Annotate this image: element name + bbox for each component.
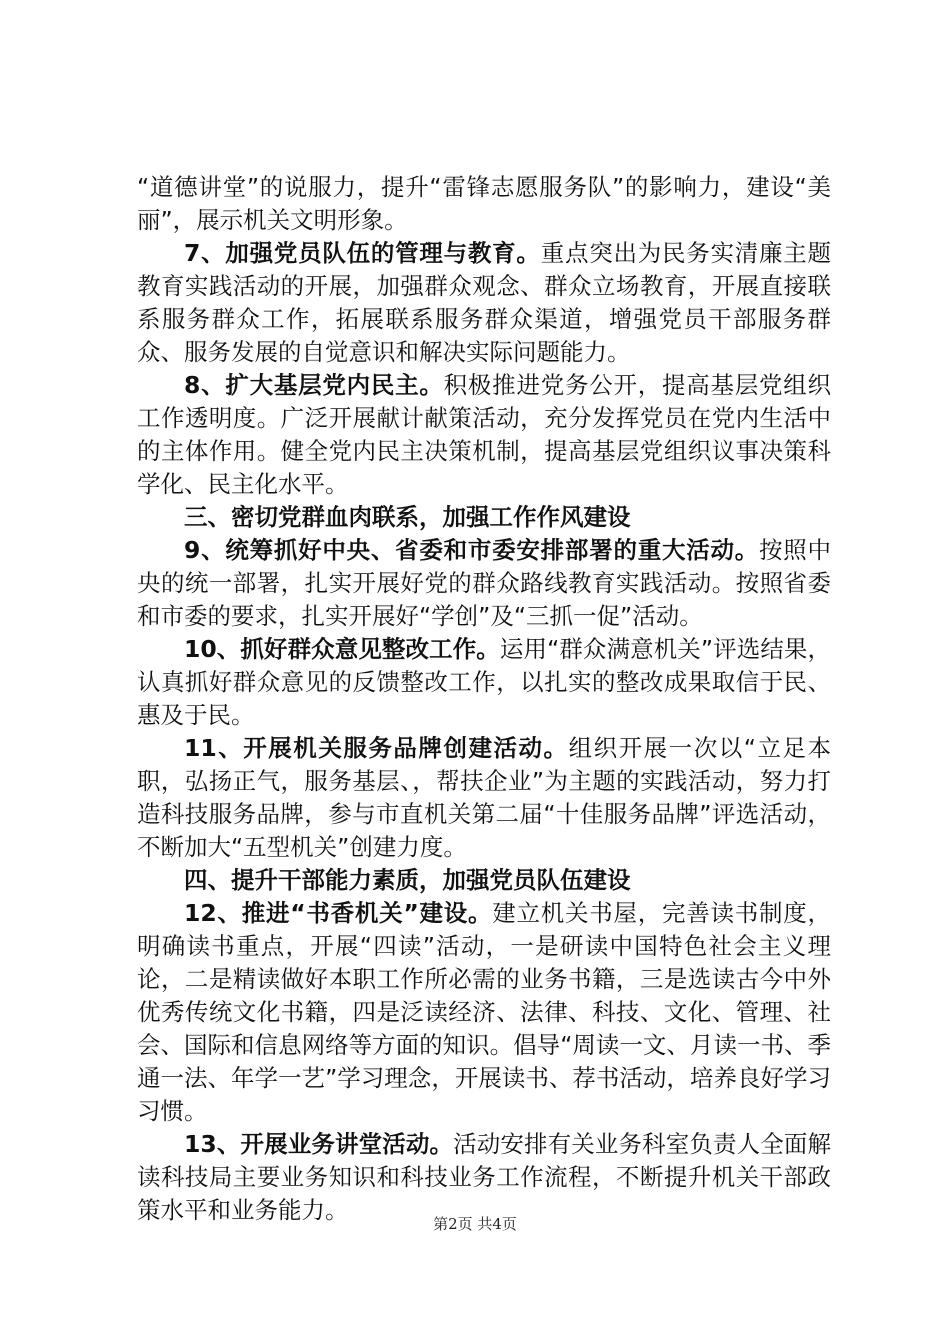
paragraph-text: 积极推进党务公开，提高基层党组织工作透明度。广泛开展献计献策活动，充分发挥党员在党内生活中的主体作用。健全党内民主决策机制，提高基层党组织议事决策科学化、民主化水平。 xyxy=(137,371,832,498)
paragraph-text: “道德讲堂”的说服力，提升“雷锋志愿服务队”的影响力，建设“美丽”，展示机关文明形象。 xyxy=(137,173,831,234)
paragraph-8 xyxy=(137,897,831,1128)
paragraph-5 xyxy=(137,633,831,732)
paragraph-text: 建立机关书屋，完善读书制度，明确读书重点，开展“四读”活动，一是研读中国特色社会主义理论，二是精读做好本职工作所必需的业务书籍，三是选读古今中外优秀传统文化书籍，四是泛读经济、法律、科技、文化、管理、社会、国际和信息网络等方面的知识。倡导“周读一文、月读一书、季通一法、年学一艺”学习理念，开展读书、荐书活动，培养良好学习习惯。 xyxy=(137,899,831,1125)
paragraph-heading: 10、抓好群众意见整改工作。 xyxy=(184,635,500,663)
paragraph-text: 运用“群众满意机关”评选结果，认真抓好群众意见的反馈整改工作，以扎实的整改成果取信于民、惠及于民。 xyxy=(137,635,832,729)
paragraph-text: 活动安排有关业务科室负责人全面解读科技局主要业务知识和科技业务工作流程，不断提升机关干部政策水平和业务能力。 xyxy=(137,1130,832,1224)
section-heading-3 xyxy=(137,501,831,534)
paragraph-heading: 13、开展业务讲堂活动。 xyxy=(184,1130,454,1158)
paragraph-heading: 12、推进“书香机关”建设。 xyxy=(184,899,493,927)
document-body xyxy=(137,171,831,1227)
section-heading: 三、密切党群血肉联系，加强工作作风建设 xyxy=(184,503,631,531)
paragraph-heading: 11、开展机关服务品牌创建活动。 xyxy=(184,734,569,762)
paragraph-1 xyxy=(137,237,831,369)
paragraph-heading: 8、扩大基层党内民主。 xyxy=(184,371,444,399)
paragraph-2 xyxy=(137,369,831,501)
paragraph-text: 重点突出为民务实清廉主题教育实践活动的开展，加强群众观念、群众立场教育，开展直接联系服务群众工作，拓展联系服务群众渠道，增强党员干部服务群众、服务发展的自觉意识和解决实际问题能力。 xyxy=(137,239,831,366)
paragraph-text: 按照中央的统一部署，扎实开展好党的群众路线教育实践活动。按照省委和市委的要求，扎实开展好“学创”及“三抓一促”活动。 xyxy=(137,536,831,630)
paragraph-4 xyxy=(137,534,831,633)
paragraph-text: 组织开展一次以“立足本职，弘扬正气，服务基层、，帮扶企业”为主题的实践活动，努力打造科技服务品牌，参与市直机关第二届“十佳服务品牌”评选活动，不断加大“五型机关”创建力度。 xyxy=(137,734,831,861)
section-heading: 四、提升干部能力素质，加强党员队伍建设 xyxy=(184,866,631,894)
paragraph-6 xyxy=(137,732,831,864)
paragraph-heading: 9、统筹抓好中央、省委和市委安排部署的重大活动。 xyxy=(184,536,759,564)
paragraph-heading: 7、加强党员队伍的管理与教育。 xyxy=(184,239,541,267)
paragraph-0 xyxy=(137,171,831,237)
section-heading-7 xyxy=(137,864,831,897)
page-number-footer: 第2页 共4页 xyxy=(433,1215,517,1233)
